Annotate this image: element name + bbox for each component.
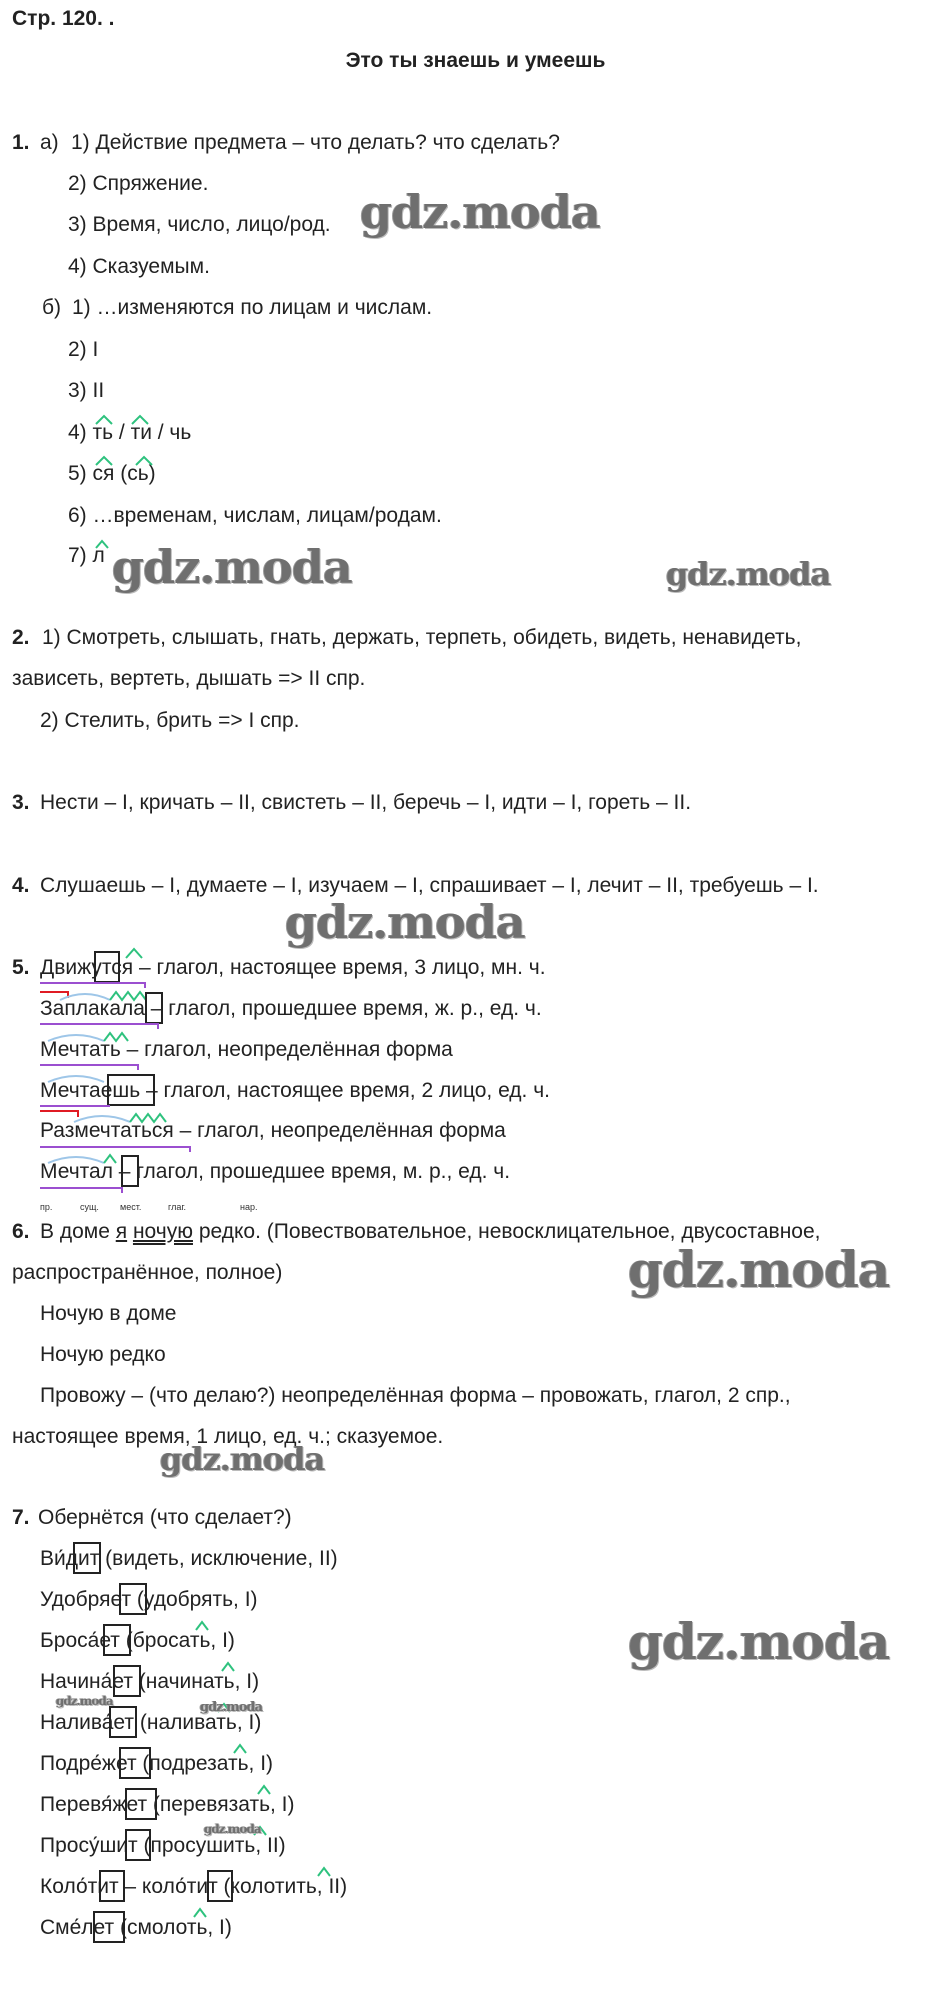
task2-line: 2) Стелить, брить => I спр. [40,709,300,732]
task4-text: Слушаешь – I, думаете – I, изучаем – I, спрашивает – I, лечит – II, требуешь – I. [40,874,819,897]
task7-row: Перевя́жет (перевязать, I) [40,1793,295,1816]
task5-desc: – глагол, настоящее время, 2 лицо, ед. ч. [140,1079,550,1102]
task4-number: 4. [12,874,30,897]
task7-row: Начина́ет (начинать, I) [40,1670,260,1693]
task1-a-item: 3) Время, число, лицо/род. [68,213,331,236]
task1-b-item: 2) I [68,338,99,361]
task7-row: Коло́тит – коло́тит (колотить, II) [40,1875,348,1898]
grammar-label: глаг. [168,1202,187,1212]
task6-line: настоящее время, 1 лицо, ед. ч.; сказуемое. [12,1425,444,1448]
task7-word: Обернётся [38,1506,145,1529]
task7-question: (что сделает?) [144,1506,292,1529]
task1-number: 1. [12,131,30,154]
task1-a-item: 1) Действие предмета – что делать? что сделать? [71,131,560,154]
task5-desc: – глагол, прошедшее время, м. р., ед. ч. [112,1160,511,1183]
watermark: gdz.moda [628,1240,890,1299]
task5-desc: – глагол, неопределённая форма [173,1119,506,1142]
task7-row: Налива́ет (наливать, I) [40,1711,262,1734]
task5-word: Мечтать [40,1038,121,1061]
watermark: gdz.moda [56,1694,113,1708]
task5-word: Движутся [40,956,134,979]
task7-row: Броса́ет (бросать, I) [40,1629,235,1652]
task1-b-label: б) [42,296,62,319]
task3-number: 3. [12,791,30,814]
task3-text: Нести – I, кричать – II, свистеть – II, беречь – I, идти – I, гореть – II. [40,791,692,814]
task7-row: Сме́лет (смолоть, I) [40,1916,232,1939]
task5-word: Заплакала [40,997,145,1020]
task5-desc: – глагол, неопределённая форма [120,1038,453,1061]
watermark: gdz.moda [285,895,525,949]
task7-row: Просу́шит (просушить, II) [40,1834,286,1857]
task1-b-item: 4) ть / ти / чь [68,421,192,444]
task2-number: 2. [12,626,30,649]
grammar-label: пр. [40,1202,53,1212]
grammar-label: мест. [120,1202,142,1212]
watermark: gdz.moda [360,185,600,239]
task1-b-item: 6) …временам, числам, лицам/родам. [68,504,442,527]
task5-word: Мечтаешь [40,1079,141,1102]
grammar-label: сущ. [80,1202,99,1212]
watermark: gdz.moda [666,555,831,593]
watermark: gdz.moda [628,1612,890,1671]
watermark: gdz.moda [200,1700,263,1715]
task5-desc: – глагол, настоящее время, 3 лицо, мн. ч. [133,956,546,979]
task2-line: зависеть, вертеть, дышать => II спр. [12,667,366,690]
watermark: gdz.moda [204,1822,261,1836]
task7-row: Подре́жет (подрезать, I) [40,1752,274,1775]
page-number: Стр. 120. . [12,7,115,30]
task1-b-item: 7) л [68,544,105,567]
task6-line: распространённое, полное) [12,1261,283,1284]
task6-line: Ночую редко [40,1343,166,1366]
task1-b-item: 1) …изменяются по лицам и числам. [72,296,433,319]
task7-row: Ви́дит (видеть, исключение, II) [40,1547,338,1570]
task6-number: 6. [12,1220,30,1243]
task6-line: Ночую в доме [40,1302,177,1325]
task5-desc: – глагол, прошедшее время, ж. р., ед. ч. [144,997,542,1020]
task6-subject: я [115,1220,128,1243]
task5-word: Размечтаться [40,1119,174,1142]
task1-b-item: 3) II [68,379,105,402]
task6-predicate: ночую [132,1220,193,1243]
task5-number: 5. [12,956,30,979]
task1-a-item: 2) Спряжение. [68,172,209,195]
watermark: gdz.moda [160,1440,325,1478]
task1-b-item: 5) ся (сь) [68,462,156,485]
page-title: Это ты знаешь и умеешь [345,49,606,72]
grammar-label: нар. [240,1202,258,1212]
task7-row: Удобряет (удобрять, I) [40,1588,258,1611]
task1-a-item: 4) Сказуемым. [68,255,210,278]
task6-line: Провожу – (что делаю?) неопределённая форма – провожать, глагол, 2 спр., [40,1384,791,1407]
task6-part: В доме [40,1220,110,1243]
task2-line: 1) Смотреть, слышать, гнать, держать, терпеть, обидеть, видеть, ненавидеть, [42,626,802,649]
task5-word: Мечтал [40,1160,113,1183]
task7-number: 7. [12,1506,30,1529]
task1-a-label: а) [40,131,59,154]
task6-part: редко. (Повествовательное, невосклицательное, двусоставное, [198,1220,821,1243]
watermark: gdz.moda [112,540,352,594]
